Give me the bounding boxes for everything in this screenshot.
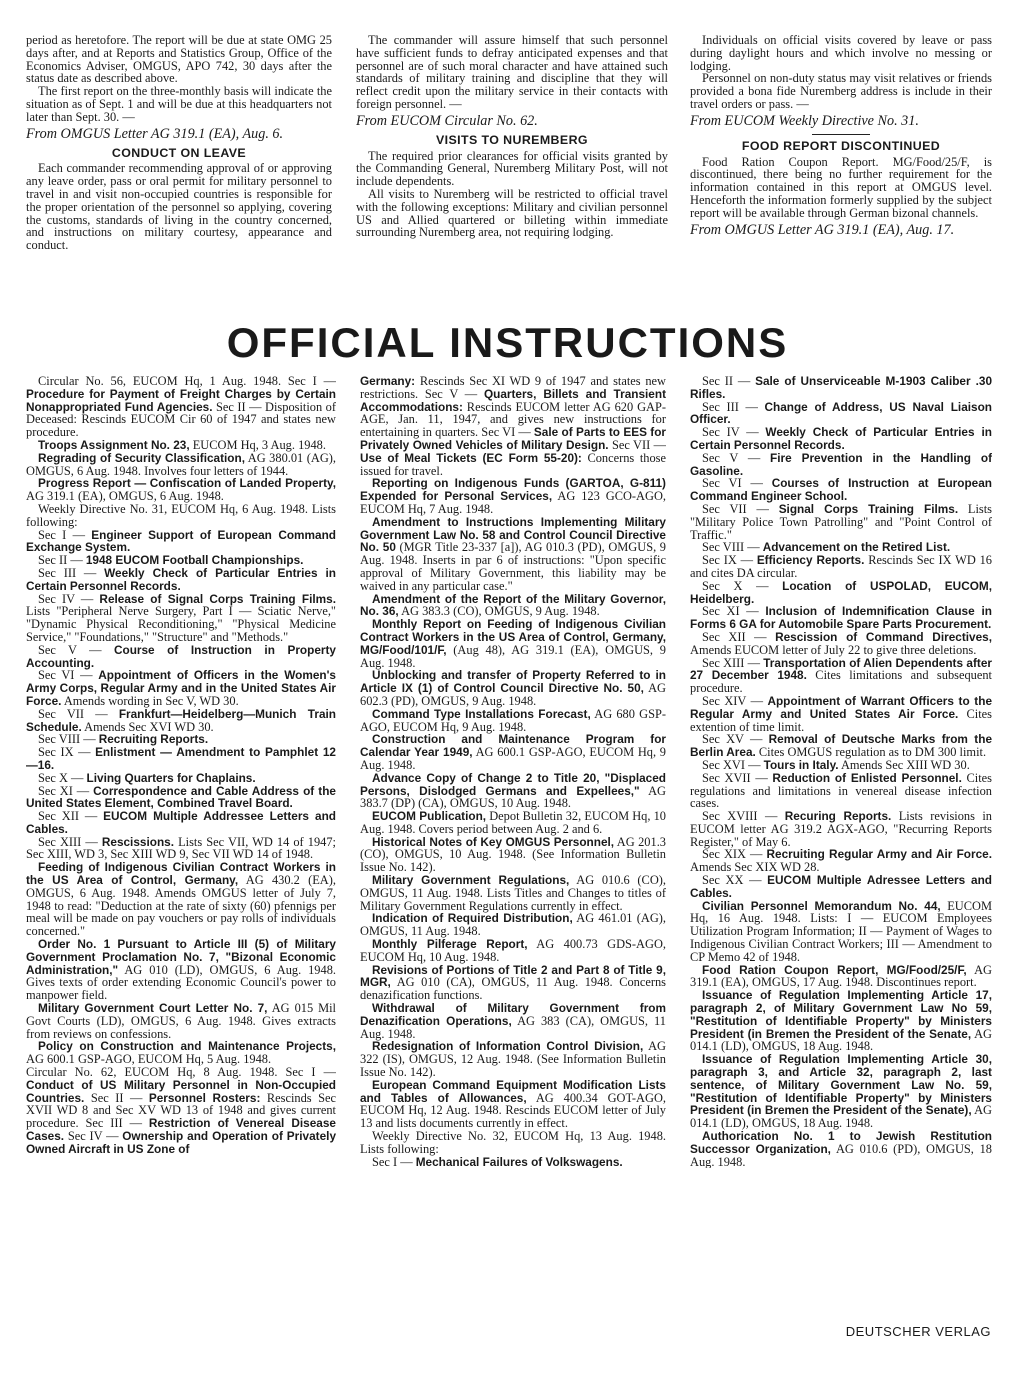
paragraph: Sec XV — Removal of Deutsche Marks from the Berlin Area. Cites OMGUS regulation as to DM 300 limit. [690,732,992,760]
paragraph: Each commander recommending approval of or approving any leave order, pass or oral permit for military personnel to travel in and visit non-occupied countries is responsible for the proper orientation of the personnel so applying, covering the customs, standards of living in the country concerned, and instructions on military courtesy, appearance and conduct. [26,161,332,252]
paragraph: Germany: Rescinds Sec XI WD 9 of 1947 and states new restrictions. Sec V — Quarters, Billets and Transient Accommodations: Rescinds EUCOM letter AG 620 GAP-AGE, Jan. 11, 1947, and gives new instructions for entertaining in quarters. Sec VI — Sale of Parts to EES for Privately Owned Vehicles of Military Design. Sec VII — Use of Meal Tickets (EC Form 55-20): Concerns those issued for travel. [360,375,666,478]
source-citation: From EUCOM Circular No. 62. [356,112,538,129]
paragraph: period as heretofore. The report will be due at state OMG 25 days after, and at Reports and Statistics Group, Office of the Economics Adviser, OMGUS, APO 742, 30 days after the status date as described above. [26,34,332,86]
paragraph: Sec XI — Correspondence and Cable Address of the United States Element, Combined Travel Board. [26,783,336,811]
paragraph: Sec XIII — Rescissions. Lists Sec VII, WD 14 of 1947; Sec XIII, WD 3, Sec XIII WD 9, Sec VII WD 14 of 1948. [26,834,336,862]
paragraph: The first report on the three-monthly basis will indicate the situation as of Sept. 1 and will be due at this headquarters not later than Sept. 30. — [26,84,332,124]
paragraph: Sec X — Living Quarters for Chaplains. [38,770,256,785]
paragraph: Monthly Report on Feeding of Indigenous Civilian Contract Workers in the US Area of Control, Germany, MG/Food/101/F, (Aug 48), AG 319.1 (EA), OMGUS, 9 Aug. 1948. [360,617,666,670]
paragraph: Military Government Regulations, AG 010.6 (CO), OMGUS, 11 Aug. 1948. Lists Titles and Changes to titles of Military Government Regulations currently in effect. [360,873,666,913]
paragraph: Advance Copy of Change 2 to Title 20, "Displaced Persons, Dislodged Germans and Expellees," AG 383.7 (DP) (CA), OMGUS, 10 Aug. 1948. [360,770,666,811]
paragraph: Sec VI — Appointment of Officers in the Women's Army Corps, Regular Army and in the United States Air Force. Amends wording in Sec V, WD 30. [26,668,336,708]
paragraph: Sec V — Course of Instruction in Property Accounting. [26,642,336,670]
paragraph: Sec IV — Weekly Check of Particular Entries in Certain Personnel Records. [690,425,992,452]
paragraph: Sec VI — Courses of Instruction at European Command Engineer School. [690,476,992,504]
paragraph: The commander will assure himself that such personnel have sufficient funds to defray anticipated expenses and that personnel are of such moral character and have attained such standards of military training and discipline that they will reflect credit upon the military service in their contacts with foreign personnel. — [356,34,668,111]
top-column-3 [690,34,992,243]
paragraph: Sec XVI — Tours in Italy. Amends Sec XIII WD 30. [702,757,970,772]
paragraph: Sec V — Fire Prevention in the Handling of Gasoline. [690,450,992,478]
paragraph: Personnel on non-duty status may visit relatives or friends provided a bona fide Nuremberg address is include in their travel orders or pass. — [690,71,992,111]
paragraph: Weekly Directive No. 31, EUCOM Hq, 6 Aug. 1948. Lists following: [26,501,336,529]
paragraph: Command Type Installations Forecast, AG 680 GSP-AGO, EUCOM Hq, 9 Aug. 1948. [360,706,666,734]
paragraph: Sec IV — Release of Signal Corps Training Films. Lists "Peripheral Nerve Surgery, Part I — Sciatic Nerve," "Dynamic Physical Reconditioning," "Physical Medicine Service," "Foundations," "Structure" and "Methods." [26,591,336,644]
paragraph: Sec XII — Rescission of Command Directives, Amends EUCOM letter of July 22 to give three deletions. [690,629,992,657]
source-citation: From OMGUS Letter AG 319.1 (EA), Aug. 6. [26,125,284,142]
separator-rule [812,134,870,135]
paragraph: Issuance of Regulation Implementing Article 17, paragraph 2, of Military Government Law No 59, "Restitution of Identifiable Property" by Ministers President (in Bremen the President of the Senate, AG 014.1 (LD), OMGUS, 18 Aug. 1948. [690,988,992,1054]
paragraph: Food Ration Coupon Report. MG/Food/25/F, is discontinued, there being no further requirement for the information contained in this report at OMGUS level. Henceforth the information formerly supplied by the subject report will be available through German bizonal channels. [690,154,992,220]
paragraph: Sec II — Sale of Unserviceable M-1903 Caliber .30 Rifles. [690,375,992,401]
paragraph: Military Government Court Letter No. 7, AG 015 Mil Govt Courts (LD), OMGUS, 6 Aug. 1948. Gives extracts from reviews on confessions. [26,1001,336,1041]
source-citation: From OMGUS Letter AG 319.1 (EA), Aug. 17. [690,221,955,238]
paragraph: Policy on Construction and Maintenance Projects, AG 600.1 GSP-AGO, EUCOM Hq, 5 Aug. 1948. [26,1039,336,1067]
official-instructions-heading: OFFICIAL INSTRUCTIONS [226,319,789,366]
paragraph: Historical Notes of Key OMGUS Personnel, AG 201.3 (CO), OMGUS, 10 Aug. 1948. (See Information Bulletin Issue No. 142). [360,834,666,875]
paragraph: Construction and Maintenance Program for Calendar Year 1949, AG 600.1 GSP-AGO, EUCOM Hq, 9 Aug. 1948. [360,732,666,772]
paragraph: The required prior clearances for official visits granted by the Commanding General, Nuremberg Military Post, will not include dependents. [356,148,668,189]
paragraph: Sec XVIII — Recuring Reports. Lists revisions in EUCOM letter AG 319.2 AGX-AGO, "Recurring Reports Register," of May 6. [690,809,992,849]
instructions-column-3 [690,375,992,1168]
paragraph: Sec XIV — Appointment of Warrant Officers to the Regular Army and United States Air Force. Cites extention of time limit. [690,693,992,734]
section-heading: VISITS TO NUREMBERG [436,132,588,147]
paragraph: Authorication No. 1 to Jewish Restitution Successor Organization, AG 010.6 (PD), OMGUS, 18 Aug. 1948. [690,1129,992,1169]
paragraph: Sec VII — Frankfurt—Heidelberg—Munich Train Schedule. Amends Sec XVI WD 30. [26,706,336,734]
paragraph: Individuals on official visits covered by leave or pass during daylight hours and which involve no messing or lodging. [690,34,992,73]
paragraph: All visits to Nuremberg will be restricted to official travel with the following exceptions: Military and civilian personnel US and Allied quartered or billeting within immediate surrounding Nuremberg area, not requiring lodging. [356,186,668,240]
paragraph: Sec I — Mechanical Failures of Volkswagens. [372,1154,623,1169]
paragraph: Food Ration Coupon Report, MG/Food/25/F, AG 319.1 (EA), OMGUS, 17 Aug. 1948. Discontinues report. [690,962,992,990]
instructions-column-1 [26,375,336,1156]
paragraph: Withdrawal of Military Government from Denazification Operations, AG 383 (CA), OMGUS, 11 Aug. 1948. [360,1001,666,1041]
paragraph: Indication of Required Distribution, AG 461.01 (AG), OMGUS, 11 Aug. 1948. [360,911,666,939]
paragraph: Sec VIII — Recruiting Reports. [38,732,209,747]
paragraph: Unblocking and transfer of Property Referred to in Article IX (1) of Control Council Directive No. 50, AG 602.3 (PD), OMGUS, 9 Aug. 1948. [360,668,666,708]
paragraph: Civilian Personnel Memorandum No. 44, EUCOM Hq, 16 Aug. 1948. Lists: I — EUCOM Employees Utilization Program Information; II — Payment of Wages to Indigenous Civilian Contract Workers; III — Amendment to CP Memo 42 of 1948. [690,898,992,964]
paragraph: Circular No. 62, EUCOM Hq, 8 Aug. 1948. Sec I — Conduct of US Military Personnel in Non-Occupied Countries. Sec II — Personnel Rosters: Rescinds Sec XVII WD 8 and Sec XV WD 13 of 1948 and gives current procedure. Sec III — Restriction of Venereal Disease Cases. Sec IV — Ownership and Operation of Privately Owned Aircraft in US Zone of [26,1065,336,1156]
top-column-2 [356,34,668,239]
top-column-1 [26,34,332,252]
source-citation: From EUCOM Weekly Directive No. 31. [690,112,919,129]
paragraph: Redesignation of Information Control Division, AG 322 (IS), OMGUS, 12 Aug. 1948. (See Information Bulletin Issue No. 142). [360,1039,666,1080]
section-heading: FOOD REPORT DISCONTINUED [741,138,941,153]
paragraph: Issuance of Regulation Implementing Article 30, paragraph 3, and Article 32, paragraph 2, last sentence, of Military Government Law No. 59, "Restitution of Identifiable Property" by Ministers President (in Bremen the President of the Senate), AG 014.1 (LD), OMGUS, 18 Aug. 1948. [690,1052,992,1131]
paragraph: Sec IX — Efficiency Reports. Rescinds Sec IX WD 16 and cites DA circular. [690,553,992,580]
paragraph: Sec XII — EUCOM Multiple Addressee Letters and Cables. [26,809,336,836]
paragraph: Sec III — Change of Address, US Naval Liaison Officer. [690,399,992,427]
paragraph: Circular No. 56, EUCOM Hq, 1 Aug. 1948. Sec I — Procedure for Payment of Freight Charges by Certain Nonappropriated Fund Agencies. Sec II — Disposition of Deceased: Rescinds EUCOM Cir 60 of 1947 and states new procedure. [26,375,336,440]
paragraph: EUCOM Publication, Depot Bulletin 32, EUCOM Hq, 10 Aug. 1948. Covers period between Aug. 2 and 6. [360,809,666,836]
paragraph: Sec II — 1948 EUCOM Football Championships. [38,553,304,568]
paragraph: Sec IX — Enlistment — Amendment to Pamphlet 12—16. [26,745,336,772]
paragraph: European Command Equipment Modification Lists and Tables of Allowances, AG 400.34 GOT-AGO, EUCOM Hq, 12 Aug. 1948. Rescinds EUCOM letter of July 13 and lists documents currently in effect. [360,1077,666,1131]
paragraph: Sec VII — Signal Corps Training Films. Lists "Military Police Town Patrolling" and "Point Control of Traffic." [690,501,992,542]
paragraph: Amendment of the Report of the Military Governor, No. 36, AG 383.3 (CO), OMGUS, 9 Aug. 1948. [360,591,666,619]
paragraph: Sec XI — Inclusion of Indemnification Clause in Forms 6 GA for Automobile Spare Parts Procurement. [690,604,992,632]
paragraph: Sec VIII — Advancement on the Retired List. [702,540,951,555]
paragraph: Monthly Pilferage Report, AG 400.73 GDS-AGO, EUCOM Hq, 10 Aug. 1948. [360,937,666,964]
paragraph: Revisions of Portions of Title 2 and Part 8 of Title 9, MGR, AG 010 (CA), OMGUS, 11 Aug. 1948. Concerns denazification functions. [360,962,666,1003]
paragraph: Reporting on Indigenous Funds (GARTOA, G-811) Expended for Personal Services, AG 123 GCO-AGO, EUCOM Hq, 7 Aug. 1948. [360,476,666,516]
paragraph: Troops Assignment No. 23, EUCOM Hq, 3 Aug. 1948. [38,437,326,452]
paragraph: Order No. 1 Pursuant to Article III (5) of Military Government Proclamation No. 7, "Bizonal Economic Administration," AG 010 (LD), OMGUS, 6 Aug. 1948. Gives texts of order extending Economic Council's power to manpower field. [26,937,336,1003]
paragraph: Sec III — Weekly Check of Particular Entries in Certain Personnel Records. [26,565,336,593]
paragraph: Regrading of Security Classification, AG 380.01 (AG), OMGUS, 6 Aug. 1948. Involves four letters of 1944. [26,450,336,478]
paragraph: Weekly Directive No. 32, EUCOM Hq, 13 Aug. 1948. Lists following: [360,1129,666,1156]
paragraph: Sec X — Location of USPOLAD, EUCOM, Heidelberg. [690,578,992,606]
paragraph: Feeding of Indigenous Civilian Contract Workers in the US Area of Control, Germany, AG 430.2 (EA), OMGUS, 6 Aug. 1948. Amends OMGUS letter of July 7, 1948 to read: "Deduction at the rate of sixty (60) pfennigs per meal will be made on pay vouchers or pay rolls of individuals concerned." [26,860,336,939]
paragraph: Sec XIX — Recruiting Regular Army and Air Force. Amends Sec XIX WD 28. [690,847,992,875]
section-heading: CONDUCT ON LEAVE [111,145,247,160]
paragraph: Sec I — Engineer Support of European Command Exchange System. [26,527,336,555]
publisher-imprint: DEUTSCHER VERLAG [845,1324,991,1339]
paragraph: Sec XIII — Transportation of Alien Dependents after 27 December 1948. Cites limitations and subsequent procedure. [690,655,992,696]
paragraph: Sec XVII — Reduction of Enlisted Personnel. Cites regulations and limitations in venereal disease infection cases. [690,770,992,811]
paragraph: Amendment to Instructions Implementing Military Government Law No. 58 and Control Council Directive No. 50 (MGR Title 23-337 [a]), AG 010.3 (PD), OMGUS, 9 Aug. 1948. Inserts in par 6 of instructions: "Upon specific approval of Military Government, this liability may be waived in any particular case." [360,514,666,593]
paragraph: Progress Report — Confiscation of Landed Property, AG 319.1 (EA), OMGUS, 6 Aug. 1948. [26,476,336,504]
instructions-column-2 [360,375,666,1168]
paragraph: Sec XX — EUCOM Multiple Adressee Letters and Cables. [690,873,992,900]
